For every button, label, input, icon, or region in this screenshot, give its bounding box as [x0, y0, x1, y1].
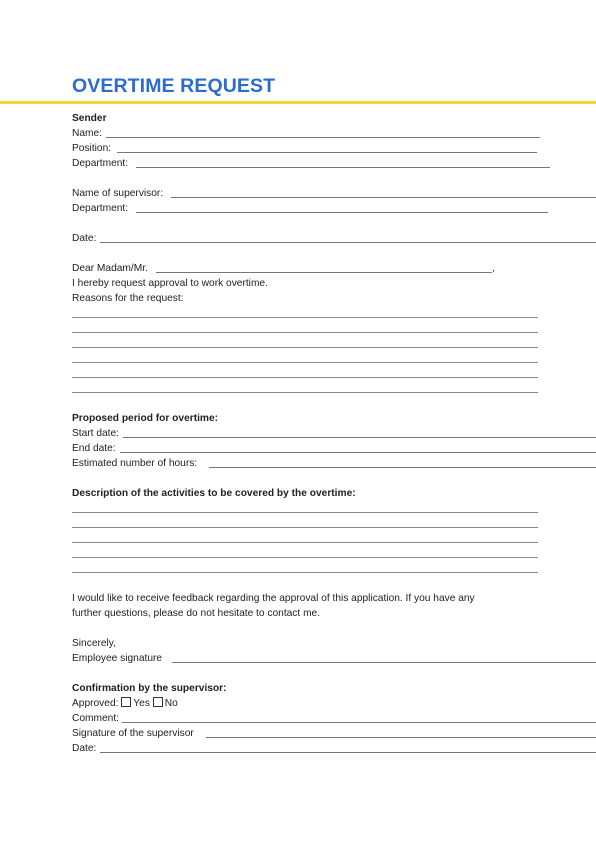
approved-row — [72, 696, 178, 711]
feedback-text-1: I would like to receive feedback regarding the approval of this application. If you have any — [72, 593, 475, 604]
sender-heading: Sender — [72, 113, 107, 124]
description-line[interactable] — [72, 557, 538, 558]
supervisor-department-field[interactable] — [136, 212, 548, 213]
approved-no-checkbox[interactable] — [153, 697, 163, 707]
approved-yes-checkbox[interactable] — [121, 697, 131, 707]
department-label: Department: — [72, 158, 129, 169]
comment-label: Comment: — [72, 713, 119, 724]
supervisor-name-label: Name of supervisor: — [72, 188, 164, 199]
description-line[interactable] — [72, 572, 538, 573]
salutation-name-field[interactable] — [156, 272, 492, 273]
confirmation-date-field[interactable] — [100, 752, 596, 753]
confirmation-heading: Confirmation by the supervisor: — [72, 683, 227, 694]
approved-label: Approved: — [72, 698, 119, 709]
start-date-field[interactable] — [123, 437, 596, 438]
comment-field[interactable] — [122, 722, 596, 723]
page-title: OVERTIME REQUEST — [72, 75, 276, 97]
name-field[interactable] — [106, 137, 540, 138]
date-label: Date: — [72, 233, 97, 244]
supervisor-name-field[interactable] — [171, 197, 596, 198]
reasons-line[interactable] — [72, 377, 538, 378]
sincerely-text: Sincerely, — [72, 638, 116, 649]
salutation: Dear Madam/Mr. — [72, 263, 148, 274]
description-line[interactable] — [72, 512, 538, 513]
employee-signature-label: Employee signature — [72, 653, 163, 664]
hours-field[interactable] — [209, 467, 596, 468]
salutation-comma: , — [492, 263, 495, 274]
accent-rule — [0, 101, 596, 104]
description-line[interactable] — [72, 527, 538, 528]
reasons-line[interactable] — [72, 362, 538, 363]
hours-label: Estimated number of hours: — [72, 458, 198, 469]
name-label: Name: — [72, 128, 103, 139]
confirmation-date-label: Date: — [72, 743, 97, 754]
reasons-line[interactable] — [72, 347, 538, 348]
position-field[interactable] — [117, 152, 537, 153]
reasons-line[interactable] — [72, 332, 538, 333]
end-date-label: End date: — [72, 443, 116, 454]
reasons-line[interactable] — [72, 392, 538, 393]
feedback-text-2: further questions, please do not hesitate to contact me. — [72, 608, 321, 619]
reasons-line[interactable] — [72, 317, 538, 318]
supervisor-signature-field[interactable] — [206, 737, 596, 738]
end-date-field[interactable] — [120, 452, 596, 453]
description-line[interactable] — [72, 542, 538, 543]
supervisor-department-label: Department: — [72, 203, 129, 214]
period-heading: Proposed period for overtime: — [72, 413, 219, 424]
date-field[interactable] — [100, 242, 596, 243]
request-text: I hereby request approval to work overtime. — [72, 278, 268, 289]
position-label: Position: — [72, 143, 112, 154]
approved-yes-label: Yes — [133, 698, 150, 709]
description-heading: Description of the activities to be covered by the overtime: — [72, 488, 356, 499]
employee-signature-field[interactable] — [172, 662, 596, 663]
supervisor-signature-label: Signature of the supervisor — [72, 728, 194, 739]
reasons-label: Reasons for the request: — [72, 293, 184, 304]
approved-no-label: No — [164, 698, 178, 709]
start-date-label: Start date: — [72, 428, 120, 439]
department-field[interactable] — [136, 167, 550, 168]
